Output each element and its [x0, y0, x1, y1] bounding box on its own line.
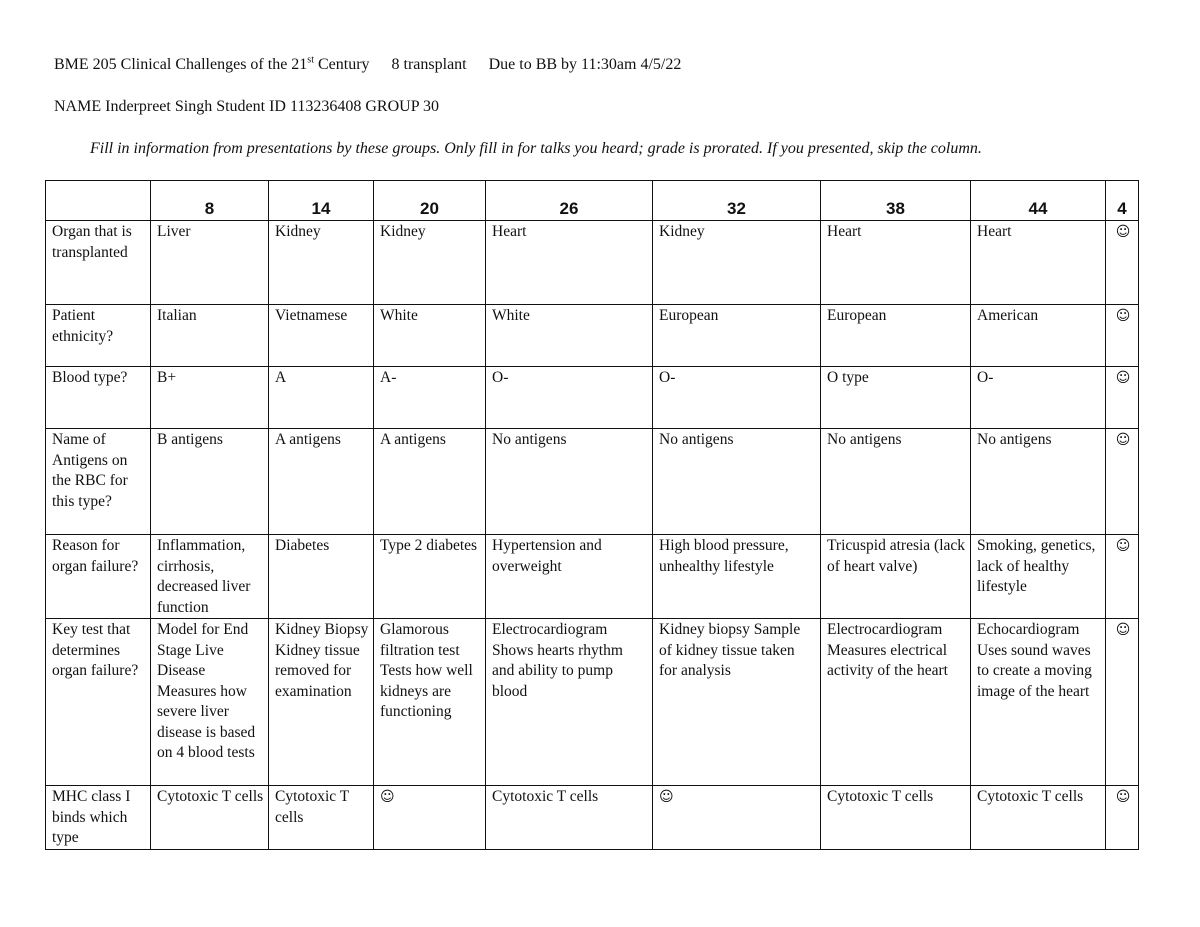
table-row — [46, 535, 1139, 619]
table-cell: O- — [653, 367, 821, 429]
row-label: Reason for organ failure? — [46, 535, 151, 619]
table-cell: American — [971, 305, 1106, 367]
table-cell: High blood pressure, unhealthy lifestyle — [653, 535, 821, 619]
smiley-icon: ☺ — [1115, 538, 1131, 554]
row-label: Blood type? — [46, 367, 151, 429]
table-cell: O- — [971, 367, 1106, 429]
table-cell: Smoking, genetics, lack of healthy lifestyle — [971, 535, 1106, 619]
table-cell: European — [653, 305, 821, 367]
table-cell: Glamorous filtration test Tests how well kidneys are functioning — [374, 619, 486, 786]
table-cell — [653, 786, 821, 850]
table-cell: Heart — [821, 221, 971, 305]
table-cell — [1106, 619, 1139, 786]
smiley-icon: ☺ — [1115, 432, 1131, 448]
table-cell: O- — [486, 367, 653, 429]
table-cell — [374, 786, 486, 850]
table-cell: Heart — [486, 221, 653, 305]
row-label: Key test that determines organ failure? — [46, 619, 151, 786]
table-cell — [1106, 221, 1139, 305]
table-row — [46, 367, 1139, 429]
table-cell: A- — [374, 367, 486, 429]
table-cell: European — [821, 305, 971, 367]
table-cell: Inflammation, cirrhosis, decreased liver function — [151, 535, 269, 619]
smiley-icon: ☺ — [380, 789, 395, 805]
table-cell — [1106, 786, 1139, 850]
smiley-icon: ☺ — [1115, 789, 1131, 805]
smiley-icon: ☺ — [1115, 224, 1131, 240]
table-cell: Echocardiogram Uses sound waves to create a moving image of the heart — [971, 619, 1106, 786]
row-label: Name of Antigens on the RBC for this type? — [46, 429, 151, 535]
table-cell: A antigens — [374, 429, 486, 535]
table-header-row — [46, 181, 1139, 221]
due-date: Due to BB by 11:30am 4/5/22 — [488, 56, 682, 73]
table-row — [46, 221, 1139, 305]
column-header-group: 26 — [486, 181, 653, 221]
table-cell: Type 2 diabetes — [374, 535, 486, 619]
table-cell: No antigens — [971, 429, 1106, 535]
document-header — [54, 56, 681, 74]
column-header-group: 44 — [971, 181, 1106, 221]
table-cell: Kidney Biopsy Kidney tissue removed for examination — [269, 619, 374, 786]
presentation-table — [45, 180, 1139, 850]
row-label: MHC class I binds which type — [46, 786, 151, 850]
table-cell: No antigens — [821, 429, 971, 535]
table-cell: A — [269, 367, 374, 429]
assignment-title: 8 transplant — [391, 56, 467, 73]
table-cell: No antigens — [486, 429, 653, 535]
table-cell: White — [374, 305, 486, 367]
course-title: BME 205 Clinical Challenges of the 21st Century — [54, 54, 370, 73]
table-cell: Cytotoxic T cells — [821, 786, 971, 850]
column-header-group: 8 — [151, 181, 269, 221]
smiley-icon: ☺ — [1115, 370, 1131, 386]
instructions: Fill in information from presentations by these groups. Only fill in for talks you heard; grade is prorated. If you presented, skip the column. — [90, 140, 982, 157]
column-header-group: 14 — [269, 181, 374, 221]
column-header-group: 20 — [374, 181, 486, 221]
table-cell: Vietnamese — [269, 305, 374, 367]
table-row — [46, 305, 1139, 367]
table-cell: Heart — [971, 221, 1106, 305]
table-cell: White — [486, 305, 653, 367]
table-cell — [1106, 305, 1139, 367]
table-cell: Electrocardiogram Shows hearts rhythm and ability to pump blood — [486, 619, 653, 786]
table-cell: B+ — [151, 367, 269, 429]
student-info: NAME Inderpreet Singh Student ID 113236408 GROUP 30 — [54, 98, 440, 115]
table-cell: Kidney — [653, 221, 821, 305]
table-row — [46, 619, 1139, 786]
column-header-group: 32 — [653, 181, 821, 221]
table-cell: Italian — [151, 305, 269, 367]
table-cell: Kidney — [374, 221, 486, 305]
table-cell: No antigens — [653, 429, 821, 535]
table-row — [46, 786, 1139, 850]
table-cell — [1106, 429, 1139, 535]
table-cell: Liver — [151, 221, 269, 305]
column-header-group: 4 — [1106, 181, 1139, 221]
table-cell: Hypertension and overweight — [486, 535, 653, 619]
column-header-group: 38 — [821, 181, 971, 221]
column-header-blank — [46, 181, 151, 221]
table-cell: A antigens — [269, 429, 374, 535]
row-label: Organ that is transplanted — [46, 221, 151, 305]
table-cell: B antigens — [151, 429, 269, 535]
table-cell: Tricuspid atresia (lack of heart valve) — [821, 535, 971, 619]
table-cell — [1106, 367, 1139, 429]
row-label: Patient ethnicity? — [46, 305, 151, 367]
table-cell: Cytotoxic T cells — [269, 786, 374, 850]
table-cell — [1106, 535, 1139, 619]
table-cell: Cytotoxic T cells — [151, 786, 269, 850]
table-cell: Kidney — [269, 221, 374, 305]
table-row — [46, 429, 1139, 535]
table-cell: Model for End Stage Live Disease Measures how severe liver disease is based on 4 blood tests — [151, 619, 269, 786]
table-cell: Kidney biopsy Sample of kidney tissue taken for analysis — [653, 619, 821, 786]
table-cell: Electrocardiogram Measures electrical activity of the heart — [821, 619, 971, 786]
table-cell: Cytotoxic T cells — [486, 786, 653, 850]
table-cell: O type — [821, 367, 971, 429]
table-cell: Cytotoxic T cells — [971, 786, 1106, 850]
table-cell: Diabetes — [269, 535, 374, 619]
smiley-icon: ☺ — [1115, 308, 1131, 324]
smiley-icon: ☺ — [659, 789, 674, 805]
smiley-icon: ☺ — [1115, 622, 1131, 638]
